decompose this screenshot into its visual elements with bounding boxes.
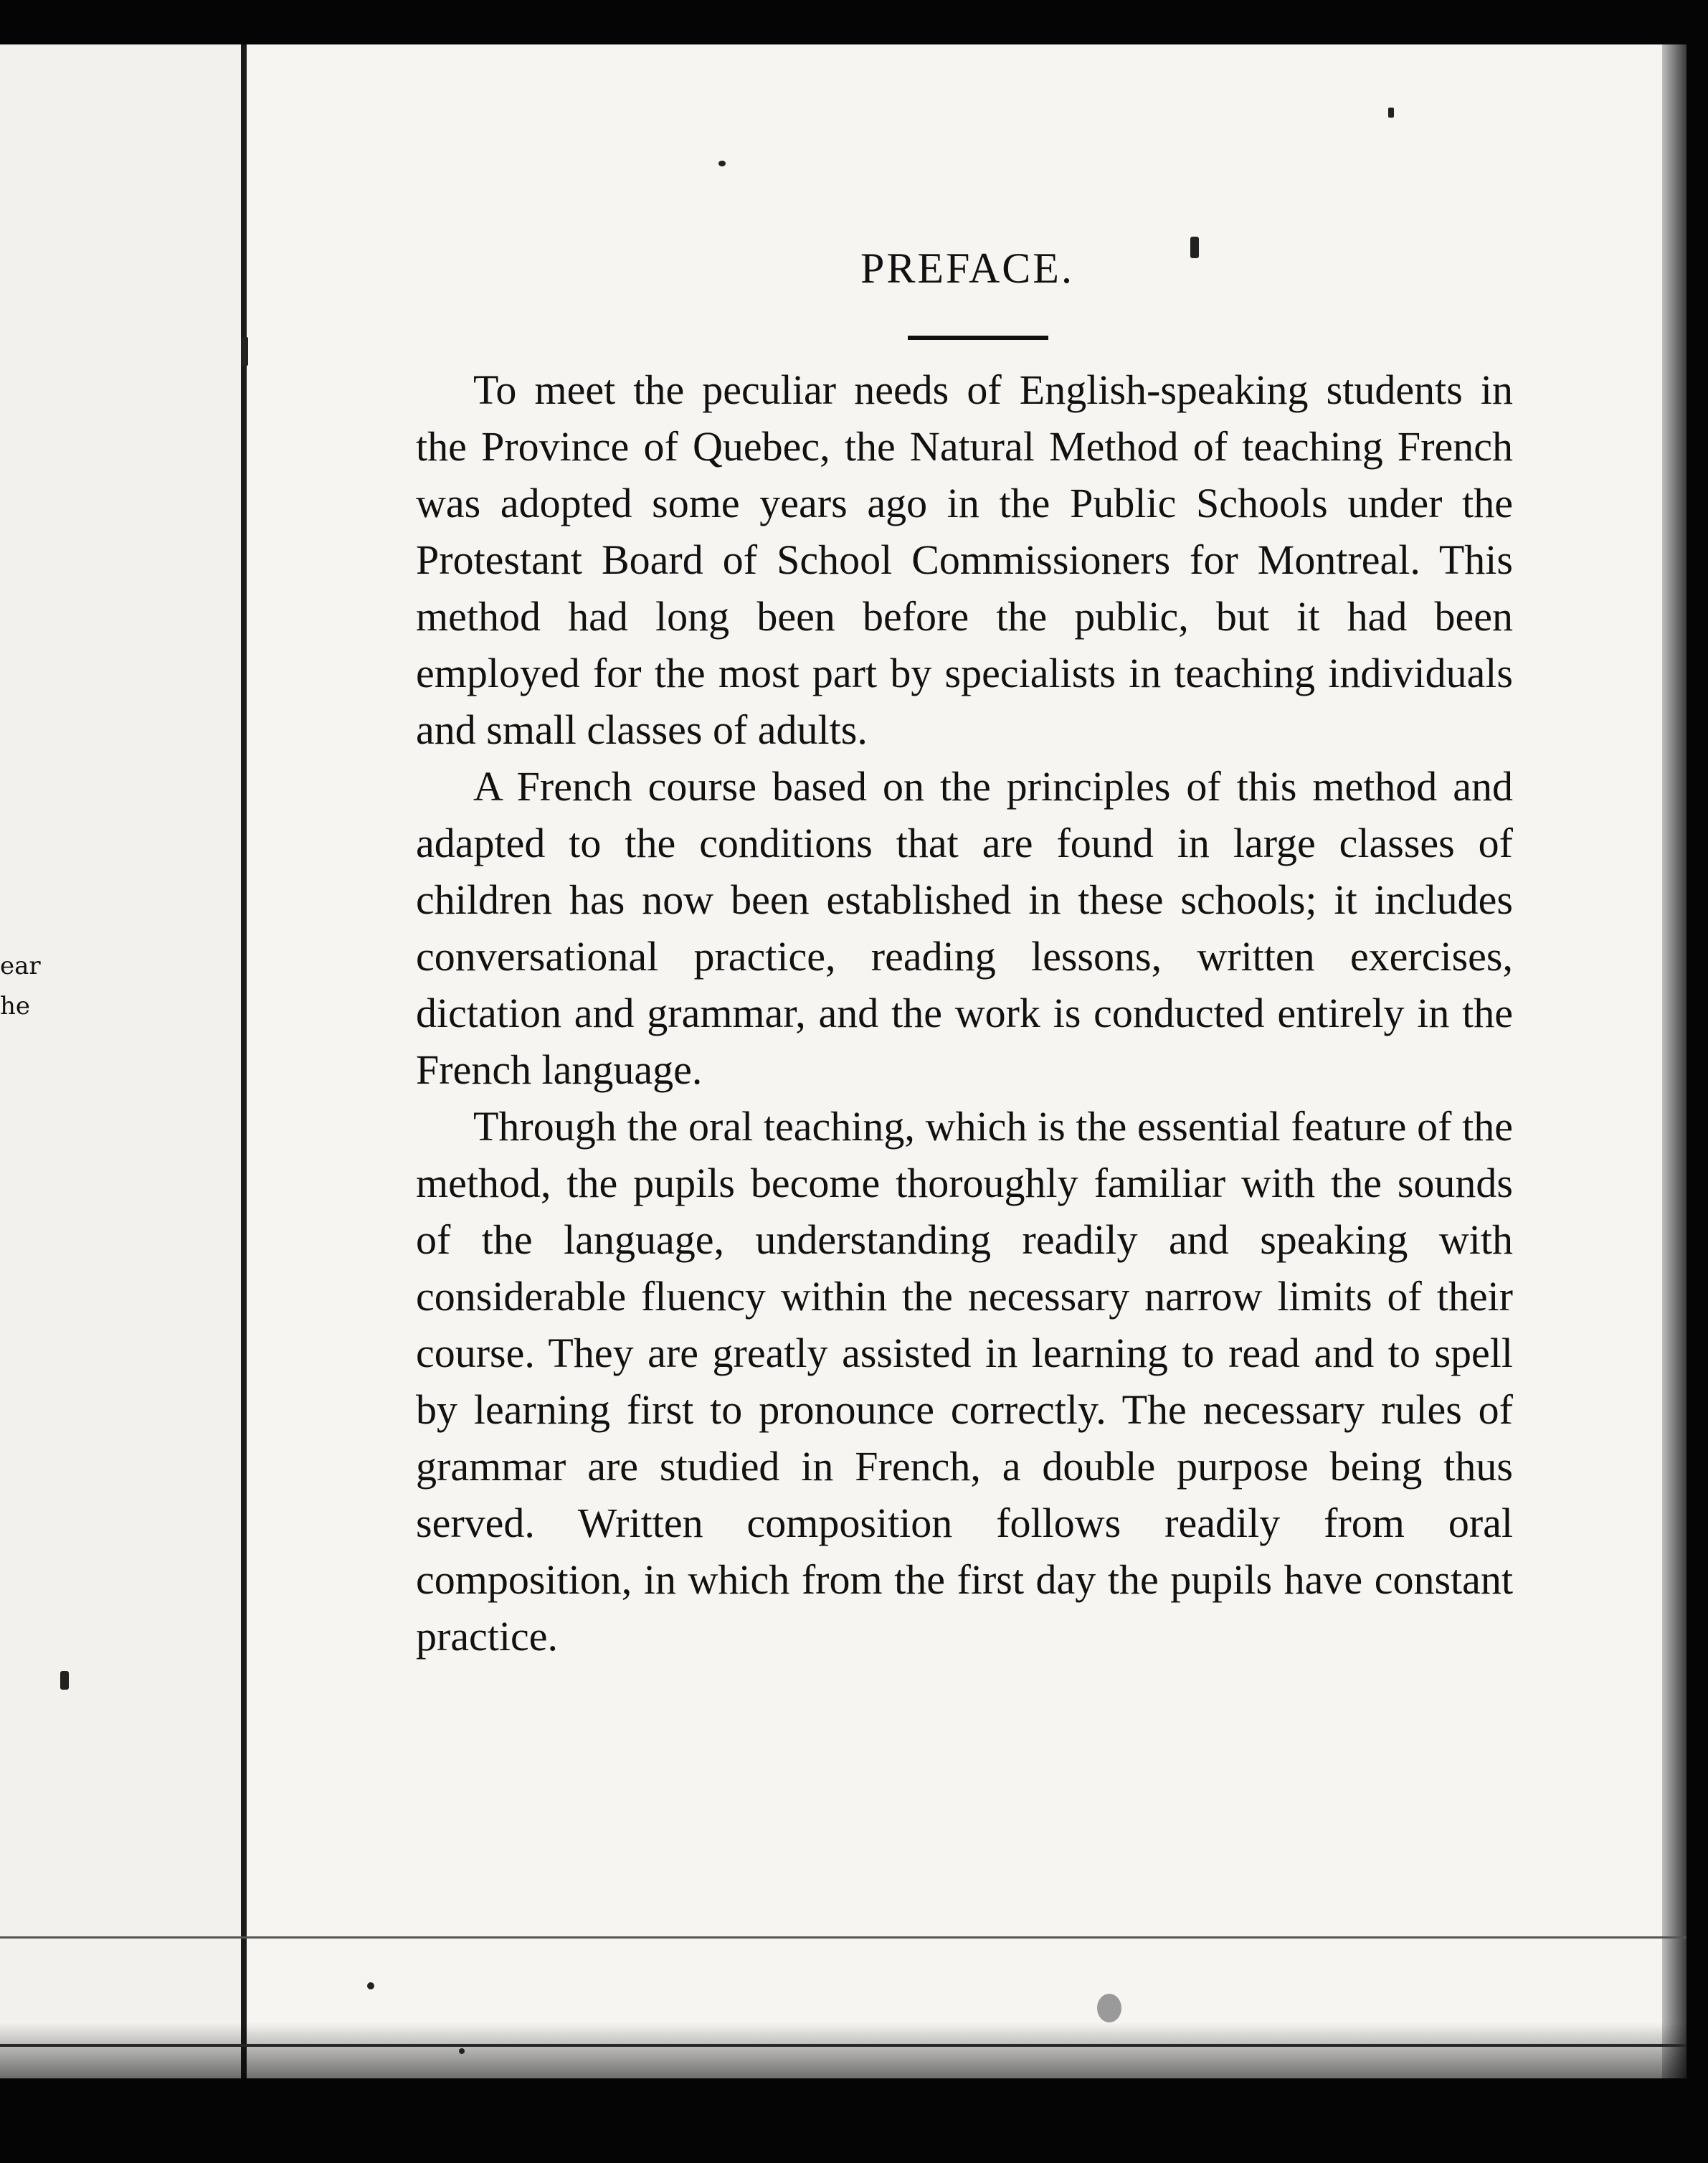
page-edge bbox=[1662, 44, 1686, 2078]
paragraph: Through the oral teaching, which is the essential feature of the method, the pupils become thoroughly familiar with the sounds of the language, understanding readily and speaking with considerable fluency within the necessary narrow limits of their course. They are greatly assisted in learning to read and to spell by learning first to pronounce correctly. The necessary rules of grammar are studied in French, a double purpose being thus served. Written composition follows readily from oral composition, in which from the first day the pupils have constant practice. bbox=[416, 1103, 1513, 1660]
paragraph: To meet the peculiar needs of English-speaking students in the Province of Quebec, the Natural Method of teaching French was adopted some years ago in the Public Schools under the Protestant Board of School Commissioners for Montreal. This method had long been before the public, but it had been employed for the most part by specialists in teaching individuals and small classes of adults. bbox=[416, 366, 1513, 753]
scan-speck bbox=[241, 337, 248, 366]
facing-page-fragment: he bbox=[0, 992, 31, 1021]
scan-border-right bbox=[1686, 0, 1708, 2163]
scan-speck bbox=[459, 2048, 465, 2054]
scan-speck bbox=[718, 161, 726, 166]
preface-body bbox=[416, 361, 1513, 1665]
scan-speck bbox=[60, 1671, 69, 1690]
page-fold-line bbox=[0, 1936, 1686, 1939]
scan-speck bbox=[1388, 108, 1394, 118]
scan-border-bottom bbox=[0, 2078, 1708, 2163]
page-shadow bbox=[0, 2022, 1686, 2078]
scan-speck bbox=[1097, 1994, 1121, 2022]
title-rule bbox=[908, 336, 1048, 340]
page-title: PREFACE. bbox=[860, 245, 1074, 292]
scan-speck bbox=[367, 1982, 374, 1989]
facing-page-fragment: ear bbox=[0, 952, 41, 980]
facing-page bbox=[0, 44, 244, 2078]
paragraph: A French course based on the principles of this method and adapted to the conditions that are found in large classes of children has now been established in these schools; it includes conversational practice, reading lessons, written exercises, dictation and grammar, and the work is conducted entirely in the French language. bbox=[416, 763, 1513, 1093]
scan-border-top bbox=[0, 0, 1708, 44]
scan-speck bbox=[1190, 237, 1199, 258]
